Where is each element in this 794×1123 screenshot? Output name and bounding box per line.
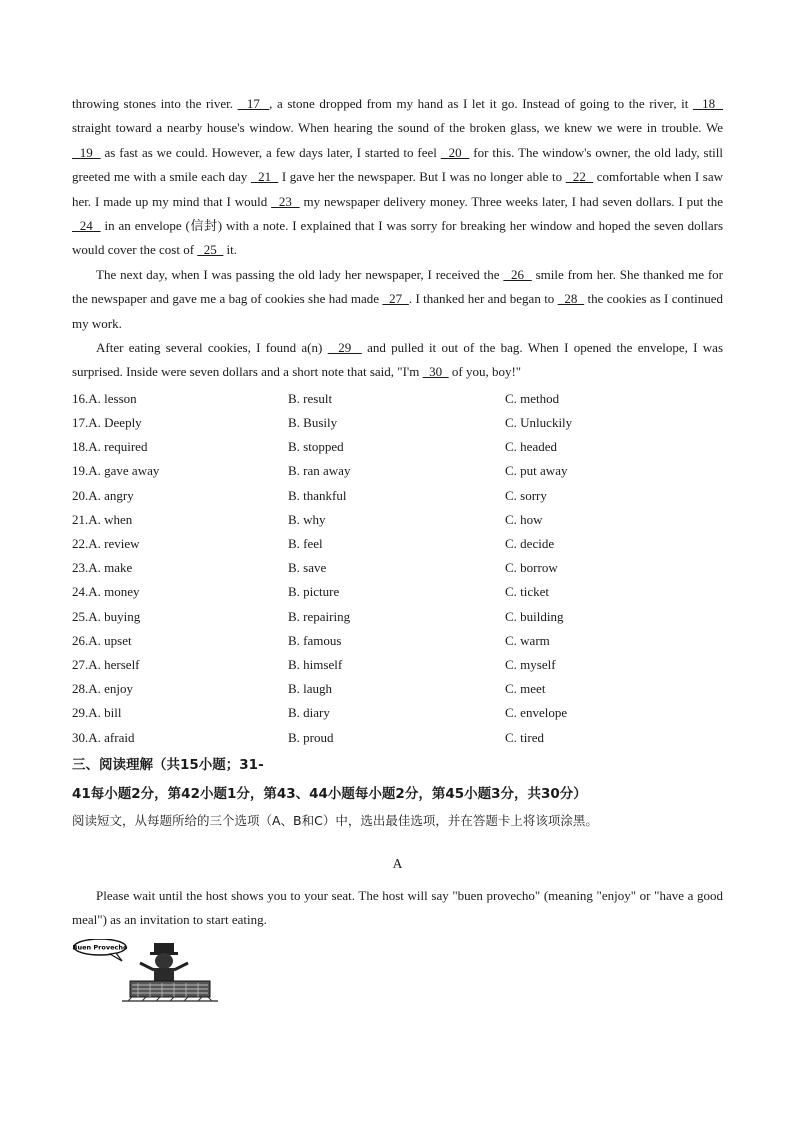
answer-blank: 22 (565, 169, 594, 185)
passage-text: throwing stones into the river. (72, 96, 238, 111)
option-c: C. ticket (505, 584, 550, 600)
option-a: 30.A. afraid (72, 729, 135, 745)
option-b: B. picture (288, 584, 340, 600)
passage-text: comfortable when I saw her. I made up my mind that I would (72, 169, 724, 209)
passage-text: . I thanked her and began to (408, 291, 558, 307)
answer-blank: 20 (440, 144, 470, 160)
option-a: 20.A. angry (72, 487, 134, 503)
option-row (72, 484, 723, 508)
option-b: B. famous (288, 632, 342, 648)
option-a: 17.A. Deeply (72, 415, 142, 431)
option-c: C. put away (505, 463, 568, 479)
option-row (72, 435, 723, 459)
passage-letter: A (392, 855, 403, 871)
option-b: B. feel (288, 536, 323, 551)
option-b: B. thankful (288, 487, 347, 503)
answer-blank: 21 (250, 169, 279, 185)
answer-blank: 23 (271, 193, 300, 209)
option-row (72, 653, 723, 677)
passage-paragraph-1 (72, 92, 723, 263)
option-c: C. decide (505, 536, 555, 551)
passage-text: straight toward a nearby house's window. When hearing the sound of the broken glass, we knew we were in trouble. We (72, 120, 723, 136)
passage-text: and pulled it out of the bag. When I opened the envelope, I was surprised. Inside were seven dollars and a short note that said, "I'm (72, 340, 724, 380)
host-illustration (72, 939, 222, 1005)
option-row (72, 629, 723, 653)
option-c: C. warm (505, 632, 550, 648)
passage-text: , a stone dropped from my hand as I let it go. Instead of going to the river, it (269, 96, 693, 111)
option-b: B. why (288, 511, 326, 527)
option-a: 19.A. gave away (72, 463, 160, 479)
option-b: B. proud (288, 729, 334, 745)
passage-paragraph-2 (72, 263, 723, 336)
passage-text: in an envelope (信封) with a note. I explained that I was sorry for breaking her window and hoped the seven dollars would cover the cost of (72, 218, 724, 258)
option-a: 21.A. when (72, 511, 133, 527)
option-b: B. Busily (288, 415, 338, 431)
option-c: C. meet (505, 681, 546, 697)
answer-blank: 19 (72, 144, 101, 160)
answer-blank: 24 (72, 218, 101, 234)
option-b: B. laugh (288, 681, 333, 697)
option-row (72, 459, 723, 483)
answer-blank: 17 (237, 96, 270, 111)
option-a: 28.A. enjoy (72, 681, 134, 697)
reading-a-text: Please wait until the host shows you to your seat. The host will say "buen provecho" (meaning "enjoy" or "have a good meal") as an invitation to start eating. (72, 887, 723, 928)
option-a: 26.A. upset (72, 632, 132, 648)
option-a: 29.A. bill (72, 705, 122, 721)
option-row (72, 411, 723, 435)
option-c: C. Unluckily (505, 415, 573, 431)
passage-text: I gave her the newspaper. But I was no longer able to (278, 169, 566, 185)
option-a: 24.A. money (72, 584, 140, 600)
passage-text: it. (223, 242, 238, 258)
option-row (72, 701, 723, 725)
answer-blank: 25 (197, 242, 224, 258)
host-at-table-illustration-icon (72, 939, 222, 1005)
passage-text: After eating several cookies, I found a(n) (96, 340, 328, 356)
passage-text: the cookies as I continued my work. (72, 291, 724, 331)
option-b: B. repairing (288, 608, 351, 624)
bubble-text: Buen Provecho (72, 943, 128, 951)
option-a: 22.A. review (72, 536, 140, 551)
option-a: 23.A. make (72, 560, 133, 576)
option-b: B. diary (288, 705, 330, 721)
option-c: C. myself (505, 656, 556, 672)
option-row (72, 726, 723, 750)
passage-text: my newspaper delivery money. Three weeks later, I had seven dollars. I put the (299, 193, 723, 209)
passage-paragraph-3 (72, 336, 723, 385)
option-b: B. stopped (288, 439, 344, 455)
option-row (72, 580, 723, 604)
option-b: B. save (288, 560, 327, 576)
option-row (72, 677, 723, 701)
passage-text: as fast as we could. However, a few days later, I started to feel (100, 144, 441, 160)
passage-text: for this. The window's owner, the old lady, still greeted me with a smile each day (72, 144, 724, 185)
option-a: 18.A. required (72, 439, 148, 455)
option-b: B. result (288, 390, 333, 406)
option-c: C. building (505, 608, 564, 624)
options-list (72, 387, 723, 750)
option-c: C. envelope (505, 705, 568, 721)
option-c: C. borrow (505, 560, 558, 576)
option-row (72, 508, 723, 532)
option-row (72, 387, 723, 411)
section-title-line-2: 41每小题2分，第42小题1分，第43、44小题每小题2分，第45小题3分，共30分） (72, 785, 587, 802)
option-b: B. ran away (288, 463, 351, 479)
answer-blank: 29 (327, 340, 362, 356)
option-c: C. tired (505, 729, 544, 745)
answer-blank: 30 (422, 364, 449, 380)
option-a: 25.A. buying (72, 608, 141, 624)
option-c: C. sorry (505, 487, 547, 503)
option-row (72, 605, 723, 629)
option-row (72, 556, 723, 580)
option-b: B. himself (288, 656, 343, 672)
answer-blank: 26 (503, 266, 532, 282)
option-row (72, 532, 723, 556)
section-instruction: 阅读短文，从每题所给的三个选项（A、B和C）中，选出最佳选项，并在答题卡上将该项涂黑。 (72, 812, 598, 828)
exam-page (72, 92, 723, 1005)
option-c: C. method (505, 390, 560, 406)
answer-blank: 18 (692, 96, 724, 111)
passage-text: smile from her. She thanked me for the newspaper and gave me a bag of cookies she had made (72, 266, 723, 307)
section-title-line-1: 三、阅读理解（共15小题；31- (72, 756, 264, 773)
option-a: 16.A. lesson (72, 390, 137, 406)
option-c: C. how (505, 511, 543, 527)
passage-text: The next day, when I was passing the old lady her newspaper, I received the (96, 266, 504, 282)
option-a: 27.A. herself (72, 656, 140, 672)
answer-blank: 27 (382, 291, 409, 307)
passage-text: of you, boy!" (448, 364, 522, 380)
option-c: C. headed (505, 439, 557, 455)
answer-blank: 28 (557, 291, 585, 307)
